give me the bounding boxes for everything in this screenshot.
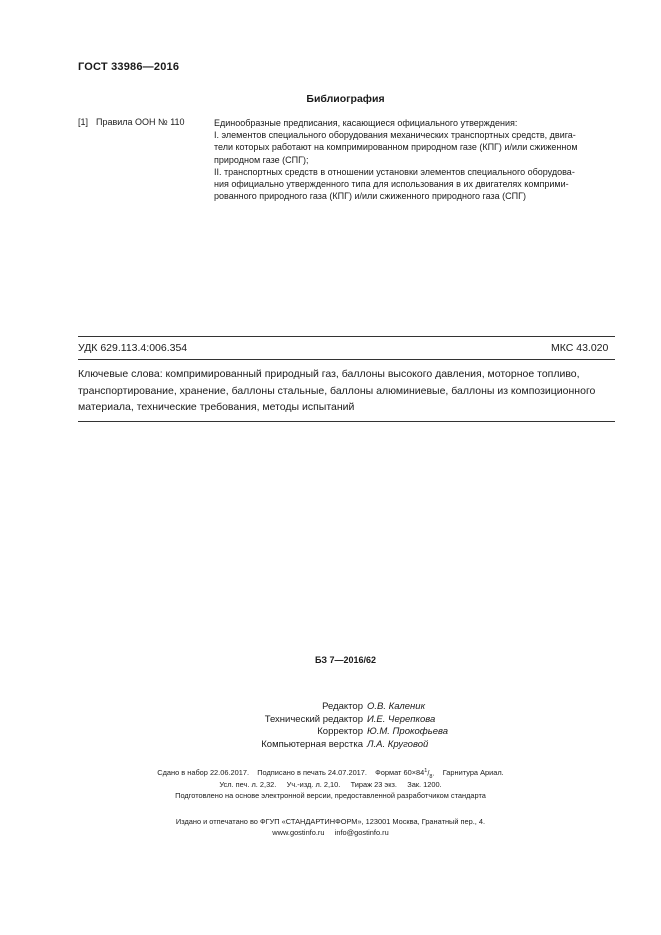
- imprint-order: Зак. 1200.: [407, 780, 442, 789]
- credit-name: И.Е. Черепкова: [367, 713, 436, 725]
- imprint-publisher: Издано и отпечатано во ФГУП «СТАНДАРТИНФОРМ», 123001 Москва, Гранатный пер., 4.: [175, 817, 486, 826]
- imprint-website[interactable]: www.gostinfo.ru: [272, 828, 325, 837]
- imprint-format-num: 1: [424, 768, 428, 774]
- imprint-format-label: Формат 60×84: [375, 768, 425, 778]
- reference-description: [214, 117, 616, 202]
- reference-line: I. элементов специального оборудования механических транспортных средств, двига-: [214, 130, 576, 141]
- imprint-line-2: [0, 780, 661, 789]
- mks-code: МКС 43.020: [551, 342, 609, 354]
- imprint-submitted: Сдано в набор 22.06.2017.: [157, 768, 249, 778]
- credit-role: Технический редактор: [264, 713, 363, 725]
- credit-technical-editor: [0, 714, 661, 727]
- imprint-format-den: 8: [429, 773, 433, 780]
- credit-name: Ю.М. Прокофьева: [367, 726, 449, 738]
- credit-role: Редактор: [322, 701, 363, 712]
- credit-name: Л.А. Круговой: [367, 738, 429, 750]
- credit-proofreader: [0, 726, 661, 739]
- reference-line: II. транспортных средств в отношении установки элементов специального оборудова-: [214, 166, 575, 177]
- bz-number: БЗ 7—2016/62: [314, 655, 377, 665]
- credit-editor: [0, 701, 661, 714]
- imprint-contacts: [0, 828, 661, 837]
- reference-line: тели которых работают на компримированном природном газе (КПГ) и/или сжиженном: [214, 142, 578, 153]
- imprint-publisher-sheets: Уч.-изд. л. 2,10.: [286, 780, 341, 789]
- reference-line: рованного природного газа (КПГ) и/или сжиженного природного газа (СПГ): [214, 191, 527, 202]
- divider-top: [78, 336, 615, 337]
- editorial-credits: [0, 701, 661, 751]
- divider-middle: [78, 359, 615, 360]
- reference-line: природном газе (СПГ);: [214, 154, 309, 165]
- reference-line: ния официально утвержденного типа для использования в их двигателях комприми-: [214, 179, 569, 190]
- imprint-typeface: Гарнитура Ариал.: [442, 768, 504, 778]
- divider-bottom: [78, 421, 615, 422]
- credit-role: Компьютерная верстка: [261, 738, 363, 750]
- reference-number: [1]: [78, 117, 89, 127]
- credit-name: О.В. Каленик: [367, 701, 426, 712]
- keywords: Ключевые слова: компримированный природный газ, баллоны высокого давления, моторное топливо, транспортирование, хранение, баллоны стальные, баллоны алюминиевые, баллоны из композиционного материала, технические требования, методы испытаний: [78, 368, 596, 413]
- standard-header: ГОСТ 33986—2016: [78, 61, 180, 73]
- imprint-run: Тираж 23 экз.: [350, 780, 397, 789]
- bibliography-title: Библиография: [306, 93, 385, 105]
- credit-role: Корректор: [317, 726, 363, 738]
- imprint-print-sheets: Усл. печ. л. 2,32.: [219, 780, 277, 789]
- udk-code: УДК 629.113.4:006.354: [78, 342, 188, 354]
- imprint-format: Формат $60\times 84^1/_8$.: [375, 768, 435, 780]
- imprint-prepared: Подготовлено на основе электронной версии, предоставленной разработчиком стандарта: [175, 791, 486, 800]
- reference-source: Правила ООН № 110: [96, 117, 185, 127]
- imprint-signed: Подписано в печать 24.07.2017.: [257, 768, 367, 778]
- credit-layout: [0, 739, 661, 752]
- imprint-email[interactable]: info@gostinfo.ru: [334, 828, 389, 837]
- imprint-line-1: [0, 768, 661, 780]
- reference-line: Единообразные предписания, касающиеся официального утверждения:: [214, 118, 518, 128]
